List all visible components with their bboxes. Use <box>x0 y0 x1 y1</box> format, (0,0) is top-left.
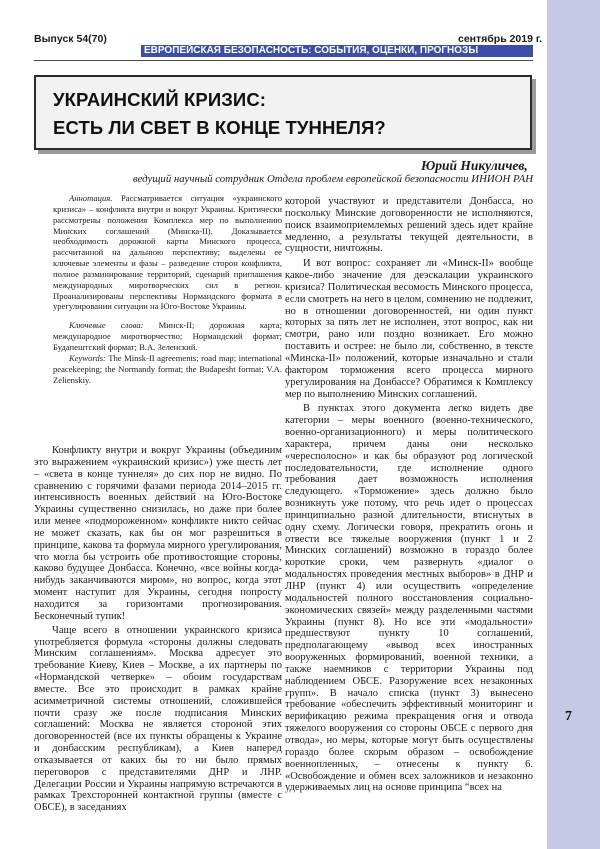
keywords-en-text: The Minsk-II agreements; road map; international peacekeeping; the Normandy format; the Budapesht format; V.A. Zelienskiy. <box>53 352 282 385</box>
body-column-left <box>34 445 282 845</box>
body-column-right <box>285 196 533 836</box>
keywords-en-label: Keywords: <box>69 352 106 363</box>
side-color-band <box>547 0 600 849</box>
header-rule <box>34 60 533 61</box>
abstract-block <box>53 193 282 429</box>
section-title: ЕВРОПЕЙСКАЯ БЕЗОПАСНОСТЬ: СОБЫТИЯ, ОЦЕНКИ, ПРОГНОЗЫ <box>144 45 479 56</box>
abstract-label: Аннотация. <box>69 193 113 203</box>
abstract-paragraph <box>53 193 282 312</box>
keywords-en <box>53 353 282 386</box>
issue-number: Выпуск 54(70) <box>34 33 107 45</box>
author-name: Юрий Никуличев, <box>421 158 528 173</box>
keywords-ru-text: Минск-II; дорожная карта; международное миротворчество; Нормандский формат; Будапештский формат; В.А. Зеленский. <box>53 320 282 352</box>
keywords-ru <box>53 320 282 353</box>
article-title-line-1: УКРАИНСКИЙ КРИЗИС: <box>53 89 267 110</box>
body-paragraph: которой участвуют и представители Донбасса, но поскольку Минские договоренности не исполняются, поиск взаимоприемлемых решений здесь идет крайне медленно, а результаты текущей деятельности, в сущности, ничтожны. <box>285 196 533 255</box>
body-paragraph: И вот вопрос: сохраняет ли «Минск-II» вообще какое-либо значение для деэскалации украинского кризиса? Политическая весомость Минского процесса, если смотреть на него в целом, сомнению не подлежит, но в отношении договоренностей, ни один пункт которых за пять лет не исполнен, этот вопрос, как ни смотри, рано или поздно возникает. Его можно поставить и острее: не было ли, собственно, в тексте «Минска-II» положений, которые изначально и стали фактором торможения всего процесса мирного урегулирования на Донбассе? Обратимся к Комплексу мер по выполнению Минских соглашений. <box>285 258 533 400</box>
body-paragraph: Чаще всего в отношении украинского кризиса употребляется формула «стороны должны следовать Минским соглашениям». Москва адресует это требование Киеву, Киев – Москве, а их партнеры по «Нормандской четверке» – обоим государствам вместе. Все это происходит в рамках крайне асимметричной системы отношений, сложившейся почти сразу же после подписания Минских соглашений: Москва не является стороной этих договоренностей (все их пункты обращены к Украине и донбасским республикам), а Киев наперед отказывается от каких бы то ни было прямых переговоров с представителями ДНР и ЛНР. Делегации России и Украины напрямую встречаются в рамках Трехсторонней контактной группы (вместе с ОБСЕ), в заседаниях <box>34 624 282 814</box>
author-affiliation: ведущий научный сотрудник Отдела проблем европейской безопасности ИНИОН РАН <box>132 173 533 185</box>
body-paragraph: Конфликту внутри и вокруг Украины (объединим это выражением «украинский кризис») уже шесть лет – «света в конце туннеля» до сих пор не видно. По сравнению с горячими фазами периода 2014–2015 гг. интенсивность военных действий на Юго-Востоке Украины существенно снизилась, но даже при более или менее «подмороженном» конфликте никто сейчас не может сказать, как бы он мог разрешиться в принципе, какова та формула мирного урегулирования, что могла бы устроить обе противостоящие стороны, каково будущее Донбасса. Конечно, «все войны когда-нибудь заканчиваются миром», но вопрос, когда этот момент наступит для Украины, сегодня попросту находится за горизонтами прогнозирования. Бесконечный тупик! <box>34 445 282 622</box>
page-number: 7 <box>565 709 572 724</box>
abstract-text: Рассматривается ситуация «украинского кризиса» – конфликта внутри и вокруг Украины. Критически рассмотрены положения Комплекса мер по выполнению Минских соглашений (Минска-II). Доказывается необходимость дорожной карты Минского процесса, рассчитанной на дальнюю перспективу; выделены ее ключевые элементы и фазы – разведение сторон конфликта, полное разминирование территорий, сценарий приглашения международных миротворческих сил в регион. Проанализированы перспективы Нормандского формата в урегулировании ситуации на Юго-Востоке Украины. <box>53 193 282 312</box>
article-title-line-2: ЕСТЬ ЛИ СВЕТ В КОНЦЕ ТУННЕЛЯ? <box>53 117 386 138</box>
issue-date: сентябрь 2019 г. <box>458 33 543 45</box>
body-paragraph: В пунктах этого документа легко видеть две категории – меры военного (военно-технического, военно-организационного) и меры политического характера, причем даны они несколько «чересполосно» и как бы образуют род логической последовательности, где исполнение одного требования дает возможность исполнения следующего. «Торможение» здесь должно было возникнуть уже потому, что речь идет о процессах принципиально разной длительности, втиснутых в одну схему. Логически говоря, прекратить огонь и отвести все тяжелые вооружения (пункт 1 и 2 Минских соглашений) возможно в гораздо более короткие сроки, чем развернуть «диалог о модальностях проведения местных выборов» в ДНР и ЛНР (пункт 4) или осуществить «определение модальностей полного восстановления социально-экономических связей» между разделенными частями Украины (пункт 8). Но все эти «модальности» предшествуют пункту 10 соглашений, предполагающему «вывод всех иностранных вооруженных формирований, военной техники, а также наемников с территории Украины под наблюдением ОБСЕ. Разоружение всех незаконных групп». В начало списка (пункт 3) вынесено требование «обеспечить эффективный мониторинг и верификацию режима прекращения огня и отвода тяжелого вооружения со стороны ОБСЕ с первого дня отвода», но меры, которые могут быть осуществлены гораздо более скорым образом – освобождение военнопленных, – отнесены к пункту 6. «Освобождение и обмен всех заложников и незаконно удерживаемых лиц на основе принципа “всех на <box>285 403 533 794</box>
keywords-ru-label: Ключевые слова: <box>69 320 144 331</box>
